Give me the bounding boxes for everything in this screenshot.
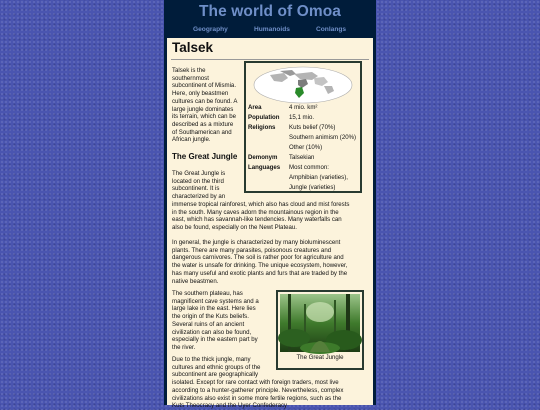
world-map-icon[interactable] bbox=[252, 66, 354, 104]
infobox-label-area: Area bbox=[248, 104, 262, 111]
infobox bbox=[244, 61, 362, 193]
infobox-label-demonym: Demonym bbox=[248, 154, 278, 161]
figure-caption: The Great Jungle bbox=[296, 354, 344, 361]
paragraph-ecosystem: In general, the jungle is characterized by many bioluminescent plants. There are many parasites, poisonous creatures and dangerous carnivores. The soil is rather poor for agriculture and the water is unsafe for drinking. The unique ecosystem, however, has many useful and exotic plants and furs that are traded by the native beastmen. bbox=[172, 239, 348, 285]
paragraph-cultures: Due to the thick jungle, many cultures and ethnic groups of the subcontinent are geographically isolated. Except for rare contact with foreign traders, most live according to a hunter-gatherer principle. Nevertheless, complex civilizations also exist in some more fertile regions, such as the Kuts Theocracy and the Uyer Confederacy bbox=[172, 356, 344, 410]
infobox-value-religion-2: Southern animism (20%) bbox=[289, 134, 357, 141]
page-frame bbox=[164, 0, 376, 410]
intro-paragraph: Talsek is the southernmost subcontinent of Mismia. Here, only beastmen cultures can be found. A large jungle dominates its terrain, which can be described as a mixture of Southamerican and African jungle. bbox=[172, 67, 238, 144]
article-content bbox=[167, 38, 373, 410]
title-divider bbox=[171, 59, 369, 60]
infobox-value-population: 15,1 mio. bbox=[289, 114, 315, 121]
infobox-value-religion-1: Kuts belief (70%) bbox=[289, 124, 336, 131]
site-title: The world of Omoa bbox=[198, 3, 342, 20]
infobox-value-area: 4 mio. km² bbox=[289, 104, 318, 111]
infobox-value-religion-3: Other (10%) bbox=[289, 144, 323, 151]
section-heading: The Great Jungle bbox=[172, 152, 238, 161]
infobox-value-language-2: Amphibian (varieties), bbox=[289, 174, 348, 181]
nav-link-conlangs[interactable]: Conlangs bbox=[316, 26, 347, 33]
infobox-value-demonym: Talsekian bbox=[289, 154, 315, 161]
infobox-label-religions: Religions bbox=[248, 124, 276, 131]
nav-link-geography[interactable]: Geography bbox=[193, 26, 228, 33]
infobox-value-language-3: Jungle (varieties) bbox=[289, 184, 336, 191]
main-nav bbox=[164, 26, 376, 38]
infobox-label-languages: Languages bbox=[248, 164, 281, 171]
infobox-value-language-1: Most common: bbox=[289, 164, 329, 171]
paragraph-plateau: The southern plateau, has magnificent cave systems and a large lake in the east. Here lies the origin of the Kuts beliefs. Several ruins of an ancient civilization can also be found, especially in the eastern part by the river. bbox=[172, 290, 259, 351]
page-title: Talsek bbox=[172, 40, 214, 55]
jungle-photo-icon[interactable] bbox=[280, 294, 360, 352]
infobox-label-population: Population bbox=[248, 114, 280, 121]
nav-link-humanoids[interactable]: Humanoids bbox=[254, 26, 290, 33]
figure-box bbox=[276, 290, 364, 370]
paragraph-jungle: The Great Jungle is located on the third subcontinent. It is characterized by an immense tropical rainforest, which also has cloud and mist forests in the south. Many caves adorn the mountainous region in the east, which has savannah-like tendencies. Many waterfalls can also be found, especially on the Newt Plateau. bbox=[172, 170, 350, 231]
